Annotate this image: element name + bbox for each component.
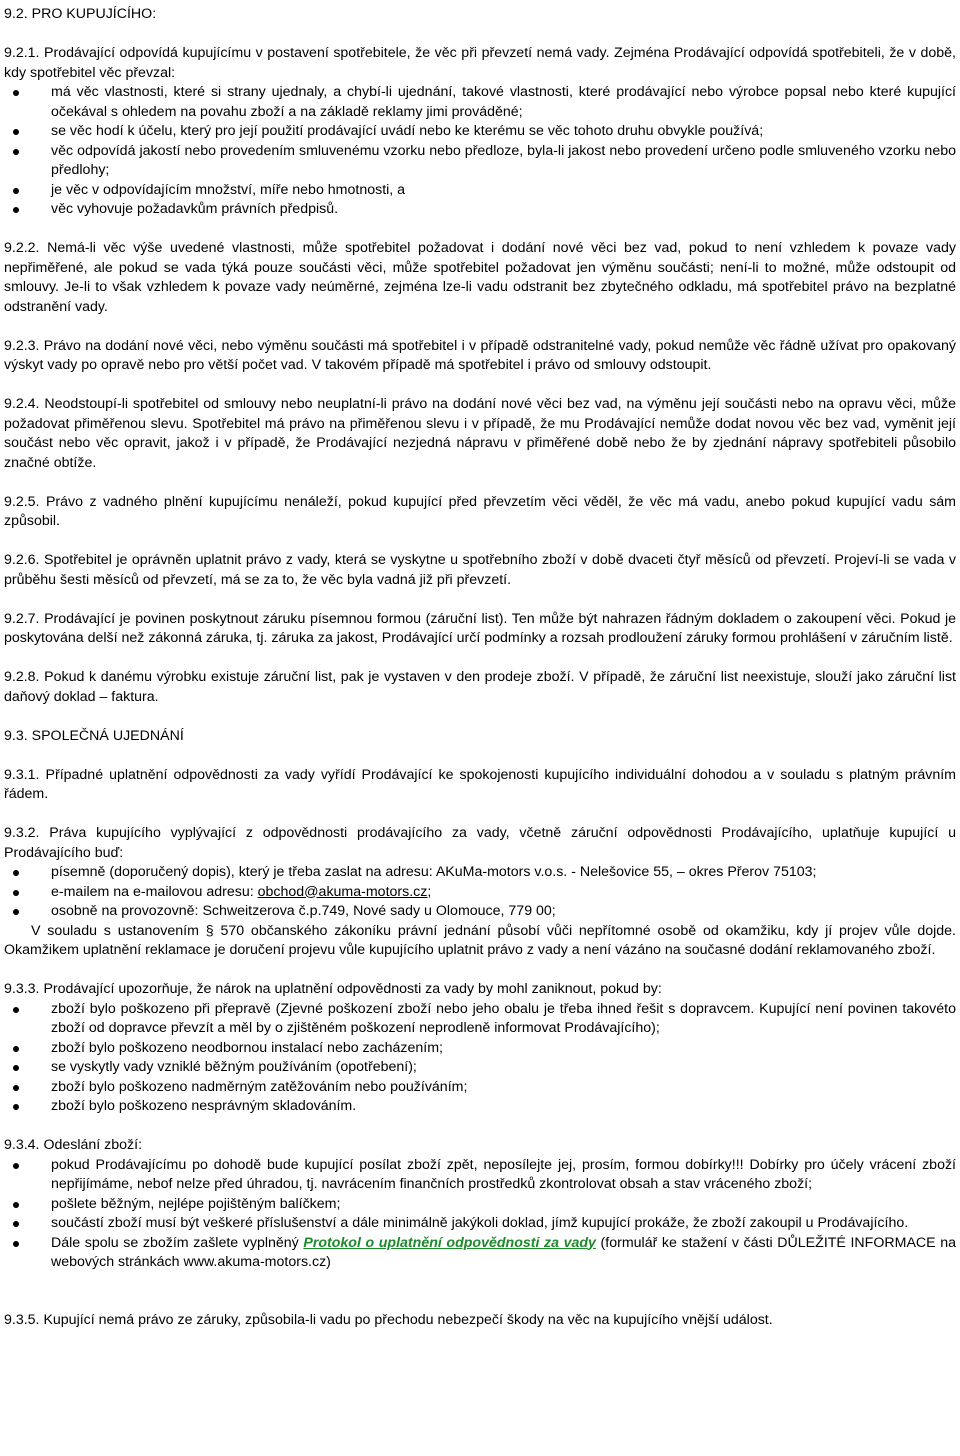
list-item: je věc v odpovídajícím množství, míře nebo hmotnosti, a [4,181,956,201]
protocol-text-suffix: (formulář ke stažení v části DŮLEŽITÉ INFORMACE na webových stránkách www.akuma-motors.cz) [51,1234,956,1270]
list-item [4,883,956,903]
list-item: věc vyhovuje požadavkům právních předpisů. [4,200,956,220]
list-item: osobně na provozovně: Schweitzerova č.p.749, Nové sady u Olomouce, 779 00; [4,902,956,922]
paragraph-9-3-3: 9.3.3. Prodávající upozorňuje, že nárok na uplatnění odpovědnosti za vady by mohl zaniknout, pokud by: [4,981,662,997]
list-item: má věc vlastnosti, které si strany ujednaly, a chybí-li ujednání, takové vlastnosti, které prodávající nebo výrobce popsal nebo které kupující očekával s ohledem na povahu zboží a na základě reklamy jimi prováděné; [4,83,956,122]
protocol-link[interactable]: Protokol o uplatnění odpovědnosti za vady [303,1234,596,1251]
list-item: písemně (doporučený dopis), který je třeba zaslat na adresu: AKuMa-motors v.o.s. - Nelešovice 55, – okres Přerov 75103; [4,863,956,883]
list-item: pokud Prodávajícímu po dohodě bude kupující posílat zboží zpět, neposílejte jej, prosím, formou dobírky!!! Dobírky pro účely vrácení zboží nepřijímáme, nebof nelze před úhradou, tj. navrácením finančních prostředků zkontrolovat obsah a stav vráceného zboží; [4,1156,956,1195]
paragraph-9-2-4: 9.2.4. Neodstoupí-li spotřebitel od smlouvy nebo neuplatní-li právo na dodání nové věci bez vad, na výměnu její součásti nebo na opravu věci, může požadovat přiměřenou slevu. Spotřebitel má právo na přiměřenou slevu i v případě, že mu Prodávající nemůže dodat novou věc bez vad, vyměnit její součást nebo věc opravit, jakož i v případě, že Prodávající nezjedná nápravu v přiměřené době nebo že by zjednání nápravy spotřebiteli působilo značné obtíže. [4,396,956,471]
paragraph-9-2-6: 9.2.6. Spotřebitel je oprávněn uplatnit právo z vady, která se vyskytne u spotřebního zboží v době dvaceti čtyř měsíců od převzetí. Projeví-li se vada v průběhu šesti měsíců od převzetí, má se za to, že věc byla vadná již při převzetí. [4,552,956,588]
list-item: se věc hodí k účelu, který pro její použití prodávající uvádí nebo ke kterému se věc tohoto druhu obvykle používá; [4,122,956,142]
paragraph-9-2-1: 9.2.1. Prodávající odpovídá kupujícímu v postavení spotřebitele, že věc při převzetí nemá vady. Zejména Prodávající odpovídá spotřebiteli, že v době, kdy spotřebitel věc převzal: [4,45,956,81]
list-9-2-1 [4,83,956,220]
paragraph-9-2-2: 9.2.2. Nemá-li věc výše uvedené vlastnosti, může spotřebitel požadovat i dodání nové věci bez vad, pokud to není vzhledem k povaze vady nepřiměřené, ale pokud se vada týká pouze součásti věci, může spotřebitel požadovat jen výměnu součásti; není-li to možné, může odstoupit od smlouvy. Je-li to však vzhledem k povaze vady neúměrné, zejména lze-li vadu odstranit bez zbytečného odkladu, má spotřebitel právo na bezplatné odstranění vady. [4,240,956,315]
paragraph-9-3-4: 9.3.4. Odeslání zboží: [4,1137,143,1153]
list-item: součástí zboží musí být veškeré příslušenství a dále minimálně jakýkoli doklad, jímž kupující prokáže, že zboží zakoupil u Prodávajícího. [4,1214,956,1234]
list-item: zboží bylo poškozeno nesprávným skladováním. [4,1097,956,1117]
list-9-3-3 [4,1000,956,1117]
paragraph-9-2-3: 9.2.3. Právo na dodání nové věci, nebo výměnu součásti má spotřebitel i v případě odstranitelné vady, pokud nemůže věc řádně užívat pro opakovaný výskyt vady po opravě nebo pro větší počet vad. V takovém případě má spotřebitel i právo od smlouvy odstoupit. [4,337,956,373]
section-heading-9-3: 9.3. SPOLEČNÁ UJEDNÁNÍ [4,727,184,744]
list-9-3-2 [4,863,956,922]
paragraph-9-3-5: 9.3.5. Kupující nemá právo ze záruky, způsobila-li vadu po přechodu nebezpečí škody na věc na kupujícího vnější událost. [4,1312,773,1328]
list-item: zboží bylo poškozeno při přepravě (Zjevné poškození zboží nebo jeho obalu je třeba ihned řešit s dopravcem. Kupující není povinen takovéto zboží od dopravce převzít a měl by o zjištěném poškození neprodleně informovat Prodávajícího); [4,1000,956,1039]
paragraph-9-3-1: 9.3.1. Případné uplatnění odpovědnosti za vady vyřídí Prodávající ke spokojenosti kupujícího individuální dohodou a v souladu s platným právním řádem. [4,766,956,802]
paragraph-9-2-8: 9.2.8. Pokud k danému výrobku existuje záruční list, pak je vystaven v den prodeje zboží. V případě, že záruční list neexistuje, slouží jako záruční list daňový doklad – faktura. [4,669,956,705]
email-label: e-mailem na e-mailovou adresu: [51,883,258,900]
paragraph-9-2-5: 9.2.5. Právo z vadného plnění kupujícímu nenáleží, pokud kupující před převzetím věci věděl, že věc má vadu, anebo pokud kupující vadu sám způsobil. [4,493,956,529]
email-link[interactable]: obchod@akuma-motors.cz; [257,883,432,900]
list-item: zboží bylo poškozeno nadměrným zatěžováním nebo používáním; [4,1078,956,1098]
list-item: zboží bylo poškozeno neodbornou instalací nebo zacházením; [4,1039,956,1059]
list-item: pošlete běžným, nejlépe pojištěným balíčkem; [4,1195,956,1215]
list-9-3-4 [4,1156,956,1273]
list-item: se vyskytly vady vzniklé běžným používáním (opotřebení); [4,1058,956,1078]
list-item [4,1234,956,1273]
section-heading-9-2: 9.2. PRO KUPUJÍCÍHO: [4,6,157,22]
paragraph-9-2-7: 9.2.7. Prodávající je povinen poskytnout záruku písemnou formou (záruční list). Ten může být nahrazen řádným dokladem o zakoupení věci. Pokud je poskytována delší než zákonná záruka, tj. záruka za jakost, Prodávající určí podmínky a rozsah prodloužení záruky formou prohlášení v záručním listě. [4,610,956,646]
protocol-text-prefix: Dále spolu se zbožím zašlete vyplněný [51,1234,304,1251]
paragraph-9-3-2-note: V souladu s ustanovením § 570 občanského zákoníku právní jednání působí vůči nepřítomné osobě od okamžiku, kdy jí projev vůle dojde. Okamžikem uplatnění reklamace je doručení projevu vůle kupujícího uplatnit právo z vady a není vázáno na současné dodání reklamovaného zboží. [4,922,956,958]
list-item: věc odpovídá jakostí nebo provedením smluvenému vzorku nebo předloze, byla-li jakost nebo provedení určeno podle smluveného vzorku nebo předlohy; [4,142,956,181]
paragraph-9-3-2: 9.3.2. Práva kupujícího vyplývající z odpovědnosti prodávajícího za vady, včetně záruční odpovědnosti Prodávajícího, uplatňuje kupující u Prodávajícího buď: [4,825,956,861]
